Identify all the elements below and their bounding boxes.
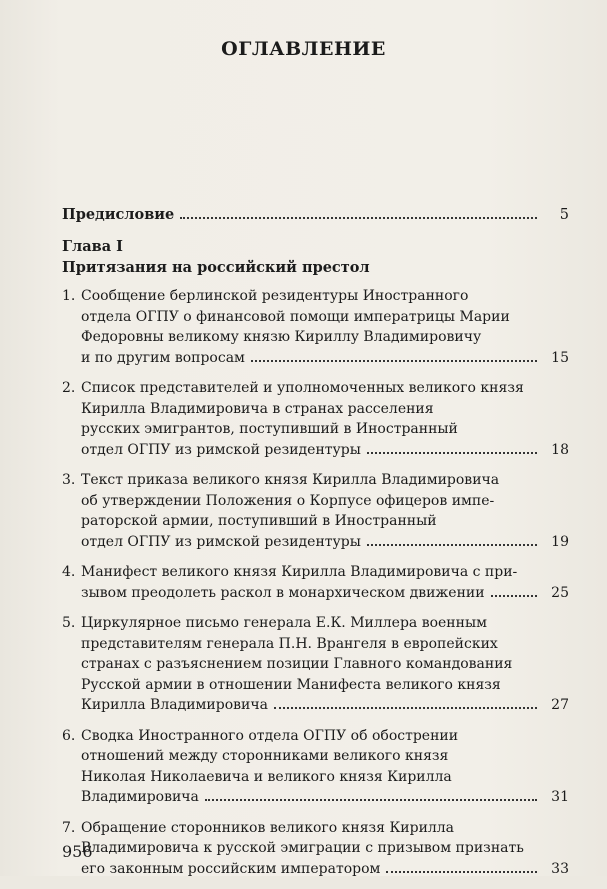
entry-last-line [81, 348, 569, 369]
entry-number: 3. [62, 472, 76, 488]
entry-text-line: Владимировича [81, 789, 199, 805]
toc-entry [62, 378, 569, 460]
toc-entry [62, 562, 569, 603]
dot-leader [180, 217, 537, 219]
chapter-number: Глава I [62, 238, 123, 255]
entry-text-line: Кирилла Владимировича в странах расселения [81, 400, 434, 417]
entry-page-number: 18 [551, 441, 569, 458]
entry-text-line: Список представителей и уполномоченных великого князя [81, 380, 524, 396]
entry-text-line: Кирилла Владимировича [81, 697, 268, 713]
toc-entry [62, 613, 569, 716]
entry-page-number: 25 [551, 584, 569, 601]
chapter-name: Притязания на российский престол [62, 259, 370, 276]
dot-leader [251, 360, 537, 362]
preface-label: Предисловие [62, 206, 175, 223]
dot-leader [367, 452, 537, 454]
toc-entry-list [62, 286, 569, 889]
entry-text-line: зывом преодолеть раскол в монархическом движении [81, 584, 485, 601]
entry-text-line: отношений между сторонниками великого князя [81, 748, 449, 764]
entry-number: 6. [62, 727, 76, 744]
entry-text-line: отдела ОГПУ о финансовой помощи императрицы Марии [81, 308, 510, 325]
entry-text-line: Владимировича к русской эмиграции с призывом признать [81, 840, 524, 856]
entry-number: 1. [62, 288, 76, 304]
entry-text-line: и по другим вопросам [81, 349, 245, 366]
toc-entry [62, 286, 569, 368]
entry-last-line [81, 583, 569, 604]
entry-text-line: Николая Николаевича и великого князя Кирилла [81, 768, 452, 785]
entry-page-number: 19 [551, 533, 569, 550]
entry-text-line: Сводка Иностранного отдела ОГПУ об обострении [81, 727, 459, 744]
entry-number: 7. [62, 819, 76, 836]
toc-entry [62, 818, 569, 880]
entry-page-number: 15 [551, 349, 569, 366]
dot-leader [274, 707, 537, 709]
entry-last-line [81, 532, 569, 553]
preface-page-number: 5 [559, 207, 569, 223]
entry-last-line [81, 440, 569, 461]
entry-text-line: русских эмигрантов, поступивший в Иностранный [81, 421, 458, 437]
entry-last-line [81, 695, 569, 716]
entry-number: 4. [62, 564, 76, 580]
entry-page-number: 31 [551, 789, 569, 805]
entry-text-line: Манифест великого князя Кирилла Владимировича с при- [81, 564, 518, 580]
entry-page-number: 27 [551, 697, 569, 713]
entry-text-line: Русской армии в отношении Манифеста великого князя [81, 676, 501, 693]
entry-text-line: Федоровны великому князю Кириллу Владимировичу [81, 329, 482, 345]
entry-text-line: отдел ОГПУ из римской резидентуры [81, 441, 361, 458]
entry-text-line: его законным российским императором [81, 860, 381, 877]
entry-text-line: раторской армии, поступивший в Иностранный [81, 513, 437, 529]
toc-entry [62, 470, 569, 552]
page-number: 956 [62, 842, 93, 861]
entry-text-line: Циркулярное письмо генерала Е.К. Миллера военным [81, 615, 487, 631]
entry-text-line: представителям генерала П.Н. Врангеля в европейских [81, 635, 498, 652]
entry-text-line: странах с разъяснением позиции Главного командования [81, 656, 513, 672]
entry-text-line: Обращение сторонников великого князя Кирилла [81, 819, 455, 836]
entry-last-line [81, 787, 569, 808]
page-title: ОГЛАВЛЕНИЕ [221, 38, 386, 60]
dot-leader [205, 799, 537, 801]
entry-text-line: Текст приказа великого князя Кирилла Владимировича [81, 472, 500, 488]
entry-text-line: отдел ОГПУ из римской резидентуры [81, 533, 361, 550]
entry-number: 2. [62, 380, 76, 396]
entry-page-number: 33 [551, 860, 569, 877]
dot-leader [386, 871, 537, 873]
dot-leader [491, 595, 537, 597]
chapter-heading [62, 236, 370, 278]
entry-number: 5. [62, 615, 76, 631]
toc-entry [62, 726, 569, 808]
dot-leader [367, 544, 537, 546]
toc-preface-row [62, 206, 569, 223]
entry-text-line: Сообщение берлинской резидентуры Иностранного [81, 288, 469, 304]
entry-text-line: об утверждении Положения о Корпусе офицеров импе- [81, 492, 495, 509]
